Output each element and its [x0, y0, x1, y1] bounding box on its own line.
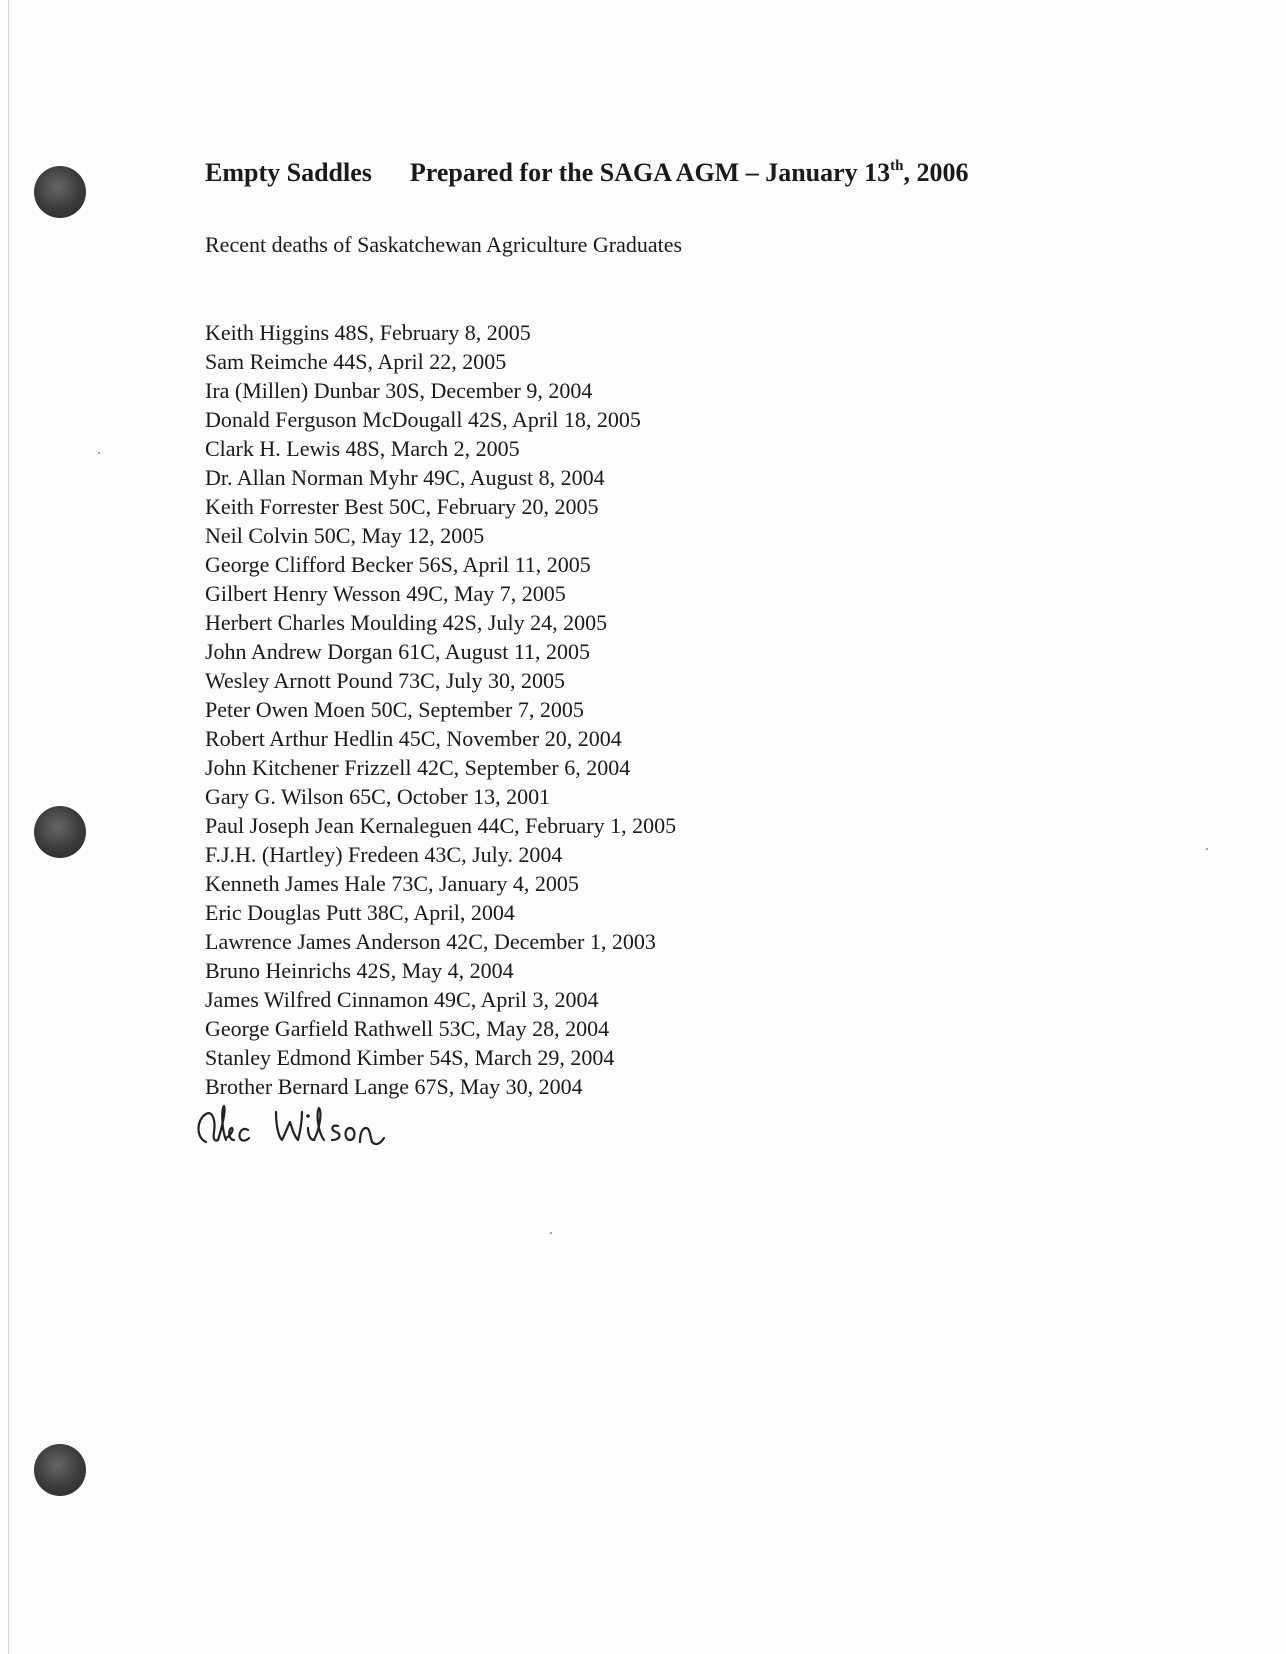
- obituary-entry: Gilbert Henry Wesson 49C, May 7, 2005: [205, 581, 566, 606]
- obituary-entry: Brother Bernard Lange 67S, May 30, 2004: [205, 1074, 583, 1099]
- obituary-entry: Dr. Allan Norman Myhr 49C, August 8, 2004: [205, 465, 605, 490]
- scan-speck: [550, 1232, 552, 1234]
- heading-subtitle: [410, 158, 969, 187]
- punch-hole: [34, 1444, 86, 1496]
- obituary-entry: Donald Ferguson McDougall 42S, April 18, 2005: [205, 407, 641, 432]
- obituary-entry: Eric Douglas Putt 38C, April, 2004: [205, 900, 515, 925]
- heading-year: , 2006: [903, 158, 969, 187]
- handwritten-signature: [192, 1098, 422, 1158]
- obituary-entry: Peter Owen Moen 50C, September 7, 2005: [205, 697, 584, 722]
- obituary-entry: Robert Arthur Hedlin 45C, November 20, 2004: [205, 726, 622, 751]
- scan-speck: [98, 452, 100, 454]
- obituary-entry: Neil Colvin 50C, May 12, 2005: [205, 523, 485, 548]
- obituary-entry: Keith Higgins 48S, February 8, 2005: [205, 320, 531, 345]
- obituary-entry: Keith Forrester Best 50C, February 20, 2005: [205, 494, 599, 519]
- obituary-entry: Ira (Millen) Dunbar 30S, December 9, 2004: [205, 378, 593, 403]
- obituary-entry: F.J.H. (Hartley) Fredeen 43C, July. 2004: [205, 842, 563, 867]
- heading-title: Empty Saddles: [205, 158, 372, 187]
- obituary-entry: Bruno Heinrichs 42S, May 4, 2004: [205, 958, 514, 983]
- heading-ordinal-suffix: th: [890, 158, 904, 174]
- obituary-entry: John Kitchener Frizzell 42C, September 6, 2004: [205, 755, 631, 780]
- document-subtitle: Recent deaths of Saskatchewan Agriculture Graduates: [205, 232, 683, 257]
- obituary-entry: George Garfield Rathwell 53C, May 28, 2004: [205, 1016, 610, 1041]
- punch-hole: [34, 806, 86, 858]
- obituary-entry: Stanley Edmond Kimber 54S, March 29, 2004: [205, 1045, 615, 1070]
- scan-speck: [1206, 848, 1208, 850]
- obituary-entry: Sam Reimche 44S, April 22, 2005: [205, 349, 507, 374]
- obituary-entry: Herbert Charles Moulding 42S, July 24, 2005: [205, 610, 608, 635]
- obituary-entry: Gary G. Wilson 65C, October 13, 2001: [205, 784, 551, 809]
- punch-hole: [34, 166, 86, 218]
- obituary-entry: Kenneth James Hale 73C, January 4, 2005: [205, 871, 579, 896]
- obituary-list: [205, 318, 676, 1101]
- obituary-entry: John Andrew Dorgan 61C, August 11, 2005: [205, 639, 590, 664]
- obituary-entry: James Wilfred Cinnamon 49C, April 3, 2004: [205, 987, 599, 1012]
- document-heading: [205, 160, 969, 186]
- obituary-entry: Paul Joseph Jean Kernaleguen 44C, February 1, 2005: [205, 813, 677, 838]
- obituary-entry: Clark H. Lewis 48S, March 2, 2005: [205, 436, 520, 461]
- obituary-entry: Lawrence James Anderson 42C, December 1, 2003: [205, 929, 656, 954]
- obituary-entry: George Clifford Becker 56S, April 11, 2005: [205, 552, 591, 577]
- heading-subtitle-text: Prepared for the SAGA AGM – January 13: [409, 158, 891, 187]
- obituary-entry: Wesley Arnott Pound 73C, July 30, 2005: [205, 668, 566, 693]
- page-edge-line: [8, 0, 9, 1654]
